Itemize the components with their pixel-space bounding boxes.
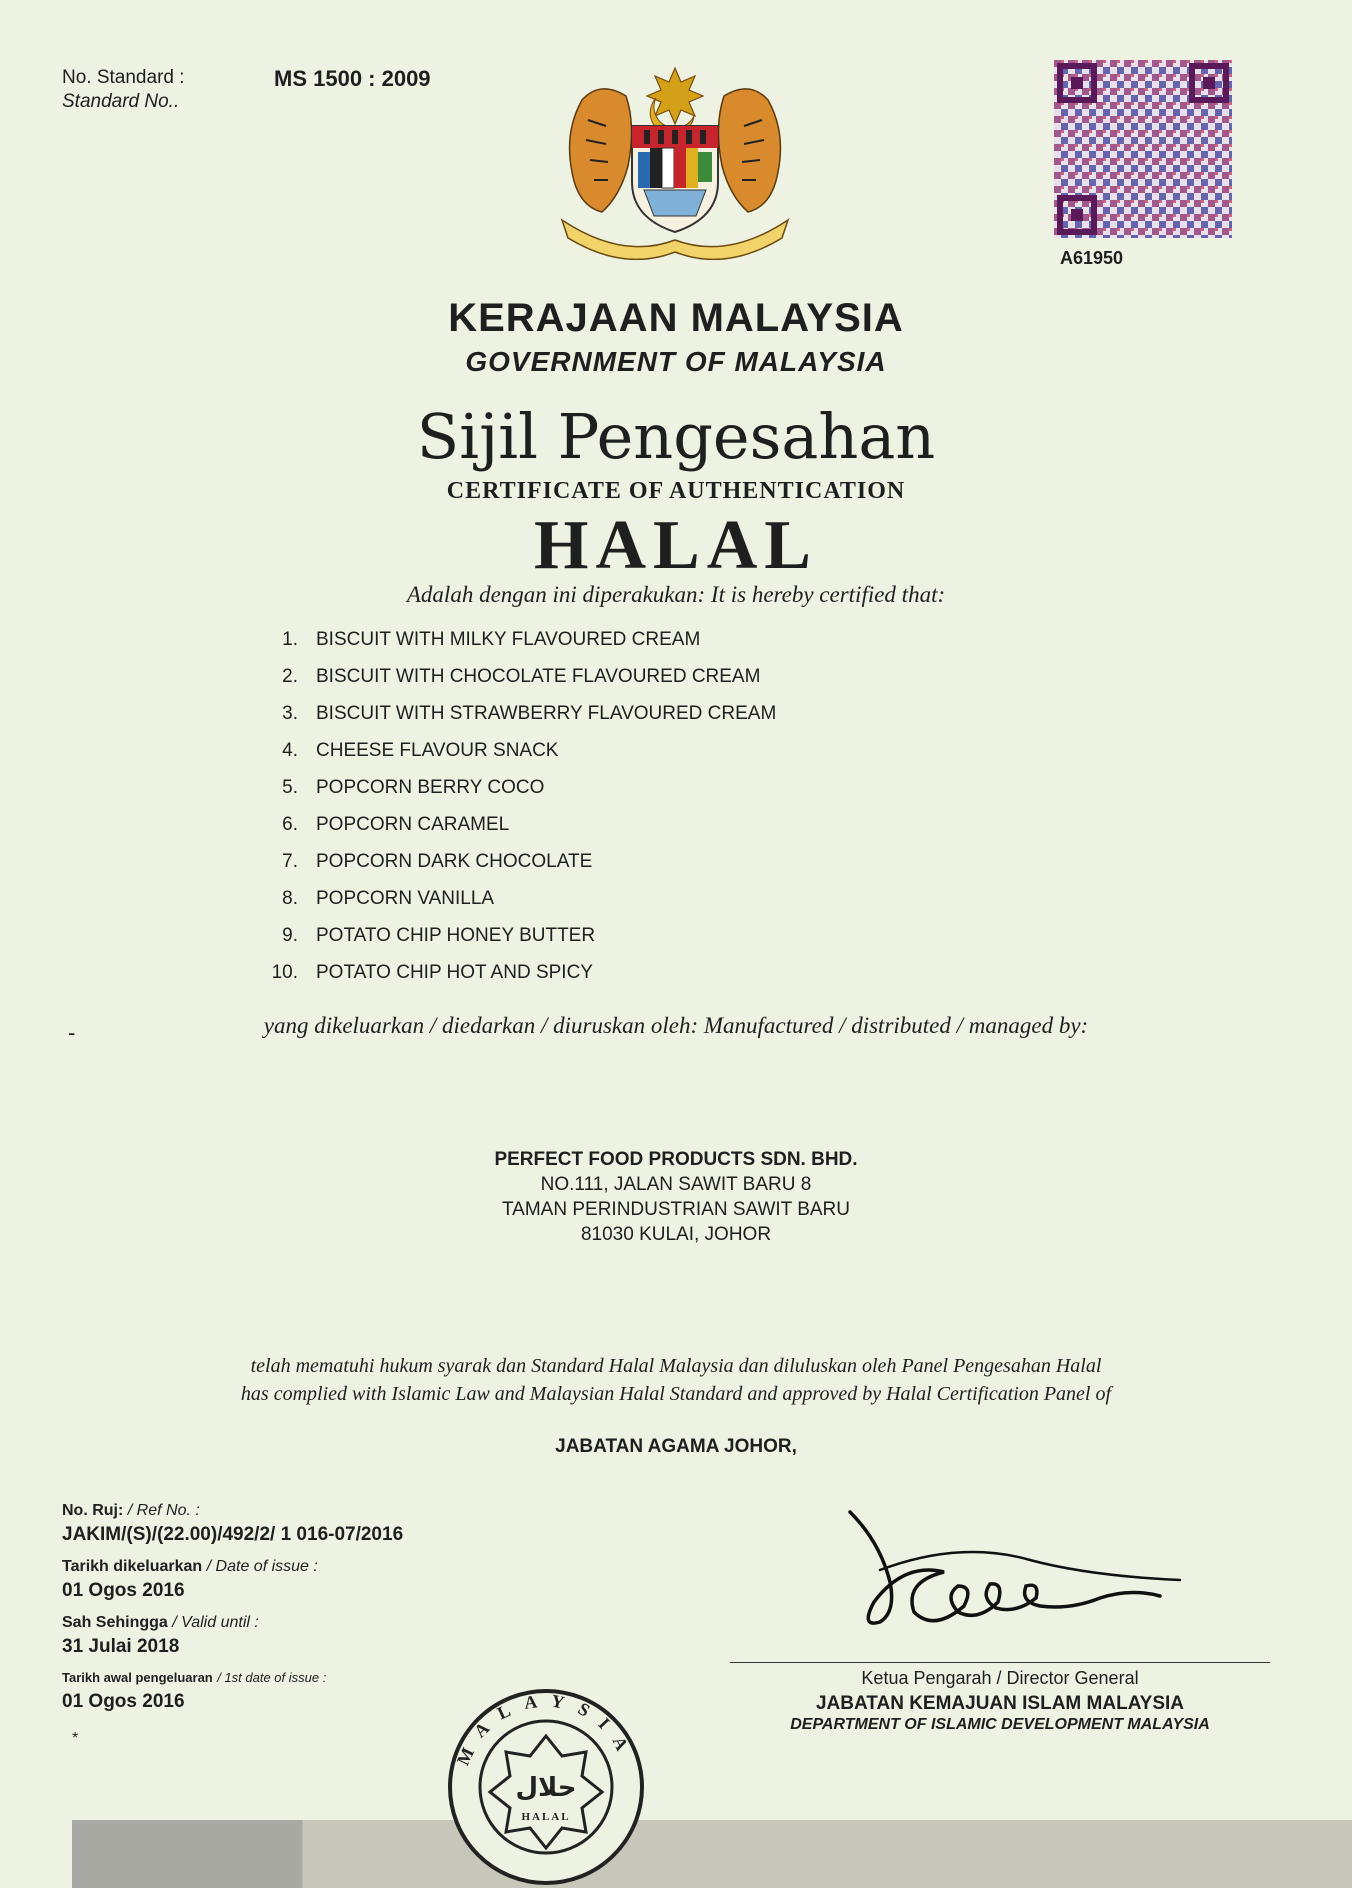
reference-number [62,1502,542,1546]
coat-of-arms-icon [552,60,798,260]
compliance-statement [0,1352,1352,1408]
margin-dash: - [68,1020,76,1045]
item-name: BISCUIT WITH MILKY FLAVOURED CREAM [316,629,701,650]
heading-halal: HALAL [534,507,818,584]
signature-icon [840,1500,1200,1650]
logo-ring-text: MALAYSIA [452,1690,639,1769]
item-number: 1. [282,629,298,650]
heading-sijil: Sijil Pengesahan [416,400,936,473]
item-name: POPCORN VANILLA [316,888,495,909]
company-address-line: NO.111, JALAN SAWIT BARU 8 [540,1174,812,1195]
ref-label: No. Ruj: [62,1502,124,1519]
svg-text:حلال: حلال [515,1773,577,1803]
issue-label-english: / Date of issue : [206,1558,318,1575]
first-issue-label: Tarikh awal pengeluaran [62,1670,213,1685]
security-band [72,1820,1352,1888]
company-address-line: TAMAN PERINDUSTRIAN SAWIT BARU [501,1199,850,1220]
product-list [250,629,950,999]
date-of-issue [62,1558,542,1602]
company-address-line: 81030 KULAI, JOHOR [580,1224,772,1245]
item-name: POPCORN CARAMEL [316,814,510,835]
standard-number-label [62,66,185,114]
signer-department-malay: JABATAN KEMAJUAN ISLAM MALAYSIA [815,1693,1185,1714]
ref-value: JAKIM/(S)/(22.00)/492/2/ 1 016-07/2016 [62,1524,404,1545]
heading-kerajaan: KERAJAAN MALAYSIA [448,296,904,340]
item-number: 9. [282,925,298,946]
certifying-body: JABATAN AGAMA JOHOR, [555,1436,797,1457]
standard-label-malay: No. Standard : [62,67,185,88]
item-name: POPCORN BERRY COCO [316,777,545,798]
item-name: BISCUIT WITH CHOCOLATE FLAVOURED CREAM [316,666,761,687]
certificate-serial: A61950 [1060,248,1124,268]
valid-label-english: / Valid until : [172,1614,259,1631]
list-item [250,629,950,666]
item-number: 3. [282,703,298,724]
standard-number-value: MS 1500 : 2009 [274,66,431,91]
item-number: 4. [282,740,298,761]
first-issue-value: 01 Ogos 2016 [62,1691,185,1712]
signature-line [730,1662,1270,1663]
item-number: 8. [282,888,298,909]
item-name: BISCUIT WITH STRAWBERRY FLAVOURED CREAM [316,703,777,724]
list-item [250,703,950,740]
signer-title: Ketua Pengarah / Director General [861,1668,1139,1688]
valid-label: Sah Sehingga [62,1614,168,1631]
item-name: POPCORN DARK CHOCOLATE [316,851,593,872]
ref-label-english: / Ref No. : [127,1502,200,1519]
qr-code-icon [1054,60,1232,238]
list-item [250,925,950,962]
company-name: PERFECT FOOD PRODUCTS SDN. BHD. [494,1149,858,1170]
list-item [250,962,950,999]
list-item [250,666,950,703]
heading-government: GOVERNMENT OF MALAYSIA [465,346,887,377]
standard-label-english: Standard No.. [62,91,180,112]
halal-logo-icon [446,1686,646,1888]
issue-value: 01 Ogos 2016 [62,1580,185,1601]
certify-line: Adalah dengan ini diperakukan: It is hereby certified that: [406,582,946,607]
valid-value: 31 Julai 2018 [62,1636,180,1657]
first-issue-label-english: / 1st date of issue : [217,1670,327,1685]
item-number: 10. [271,962,298,983]
compliance-english: has complied with Islamic Law and Malaysian Halal Standard and approved by Halal Certification Panel of [240,1383,1112,1405]
item-number: 7. [282,851,298,872]
issue-label: Tarikh dikeluarkan [62,1558,203,1575]
valid-until [62,1614,542,1658]
asterisk-mark: * [72,1730,79,1747]
item-number: 6. [282,814,298,835]
company-block [0,1147,1352,1247]
item-number: 5. [282,777,298,798]
list-item [250,888,950,925]
item-name: POTATO CHIP HONEY BUTTER [316,925,596,946]
list-item [250,740,950,777]
heading-certificate: CERTIFICATE OF AUTHENTICATION [446,478,906,504]
compliance-malay: telah mematuhi hukum syarak dan Standard Halal Malaysia dan diluluskan oleh Panel Pengesahan Halal [250,1355,1102,1377]
manufactured-by-line: yang dikeluarkan / diedarkan / diuruskan oleh: Manufactured / distributed / managed by: [263,1013,1089,1038]
logo-center-text: HALAL [521,1811,571,1823]
list-item [250,814,950,851]
item-name: POTATO CHIP HOT AND SPICY [316,962,593,983]
list-item [250,777,950,814]
list-item [250,851,950,888]
item-name: CHEESE FLAVOUR SNACK [316,740,559,761]
item-number: 2. [282,666,298,687]
signer-department-english: DEPARTMENT OF ISLAMIC DEVELOPMENT MALAYSIA [790,1716,1210,1733]
